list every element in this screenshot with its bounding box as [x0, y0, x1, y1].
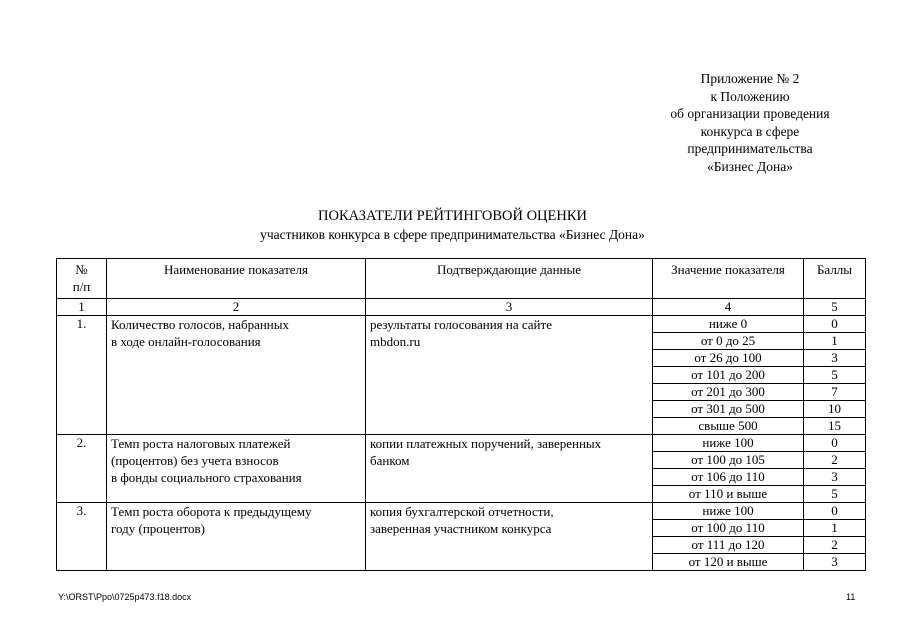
column-number-row	[57, 299, 866, 316]
footer-page-number: 11	[846, 592, 856, 602]
indicator-points: 1	[804, 520, 866, 537]
appendix-line: «Бизнес Дона»	[707, 158, 793, 174]
indicator-value: от 0 до 25	[653, 333, 804, 350]
indicator-points: 3	[804, 469, 866, 486]
indicator-value: от 110 и выше	[653, 486, 804, 503]
column-number: 1	[57, 299, 107, 316]
indicator-value: от 301 до 500	[653, 401, 804, 418]
header-num-line: №	[75, 262, 88, 277]
column-number: 5	[804, 299, 866, 316]
table-row	[57, 435, 866, 452]
header-value: Значение показателя	[653, 259, 804, 299]
indicator-points: 5	[804, 486, 866, 503]
indicator-name	[107, 435, 366, 503]
indicator-points: 7	[804, 384, 866, 401]
indicator-evidence-line: банком	[370, 453, 410, 468]
indicator-points: 3	[804, 350, 866, 367]
header-evidence: Подтверждающие данные	[366, 259, 653, 299]
indicator-value: свыше 500	[653, 418, 804, 435]
header-name: Наименование показателя	[107, 259, 366, 299]
indicator-points: 2	[804, 537, 866, 554]
footer-file-path: Y:\ORST\Ppo\0725p473.f18.docx	[58, 592, 192, 602]
rating-indicators-table	[56, 258, 866, 571]
indicator-value: от 201 до 300	[653, 384, 804, 401]
indicator-points: 2	[804, 452, 866, 469]
appendix-line: конкурса в сфере	[700, 123, 800, 139]
indicator-name-line: Темп роста налоговых платежей	[111, 436, 291, 451]
indicator-name	[107, 503, 366, 571]
indicator-name-line: в фонды социального страхования	[111, 470, 302, 485]
table-header-row	[57, 259, 866, 299]
header-num	[57, 259, 107, 299]
document-title: ПОКАЗАТЕЛИ РЕЙТИНГОВОЙ ОЦЕНКИ	[318, 208, 587, 224]
appendix-line: к Положению	[710, 88, 790, 104]
indicator-name-line: Темп роста оборота к предыдущему	[111, 504, 312, 519]
indicator-value: ниже 100	[653, 435, 804, 452]
appendix-line: об организации проведения	[670, 106, 830, 121]
indicator-points: 15	[804, 418, 866, 435]
indicator-evidence	[366, 316, 653, 435]
indicator-evidence-line: копия бухгалтерской отчетности,	[370, 504, 554, 519]
indicator-value: от 100 до 105	[653, 452, 804, 469]
indicator-evidence-line: заверенная участником конкурса	[370, 521, 552, 536]
indicator-name-line: в ходе онлайн-голосования	[111, 334, 261, 349]
indicator-points: 5	[804, 367, 866, 384]
indicator-value: ниже 0	[653, 316, 804, 333]
table-row	[57, 503, 866, 520]
indicator-points: 3	[804, 554, 866, 571]
indicator-value: от 26 до 100	[653, 350, 804, 367]
indicator-name-line: году (процентов)	[111, 521, 205, 536]
column-number: 2	[107, 299, 366, 316]
indicator-evidence	[366, 435, 653, 503]
indicator-evidence-line: копии платежных поручений, заверенных	[370, 436, 602, 451]
indicator-number: 2.	[57, 435, 107, 503]
indicator-value: ниже 100	[653, 503, 804, 520]
indicator-points: 10	[804, 401, 866, 418]
column-number: 4	[653, 299, 804, 316]
document-subtitle: участников конкурса в сфере предпринимательства «Бизнес Дона»	[260, 227, 645, 242]
appendix-reference	[640, 70, 860, 175]
indicator-evidence-line: результаты голосования на сайте	[370, 317, 552, 332]
appendix-line: предпринимательства	[687, 141, 813, 156]
header-points: Баллы	[804, 259, 866, 299]
indicator-name-line: Количество голосов, набранных	[111, 317, 289, 332]
indicator-number: 3.	[57, 503, 107, 571]
indicator-value: от 101 до 200	[653, 367, 804, 384]
indicator-value: от 120 и выше	[653, 554, 804, 571]
indicator-points: 0	[804, 316, 866, 333]
indicator-points: 0	[804, 503, 866, 520]
indicator-value: от 111 до 120	[653, 537, 804, 554]
indicator-evidence-line: mbdon.ru	[370, 334, 421, 349]
header-num-line: п/п	[72, 279, 91, 294]
indicator-points: 0	[804, 435, 866, 452]
indicator-value: от 100 до 110	[653, 520, 804, 537]
indicator-value: от 106 до 110	[653, 469, 804, 486]
table-row	[57, 316, 866, 333]
indicator-name	[107, 316, 366, 435]
column-number: 3	[366, 299, 653, 316]
indicator-evidence	[366, 503, 653, 571]
appendix-line: Приложение № 2	[700, 71, 800, 86]
indicator-points: 1	[804, 333, 866, 350]
indicator-number: 1.	[57, 316, 107, 435]
indicator-name-line: (процентов) без учета взносов	[111, 453, 279, 468]
